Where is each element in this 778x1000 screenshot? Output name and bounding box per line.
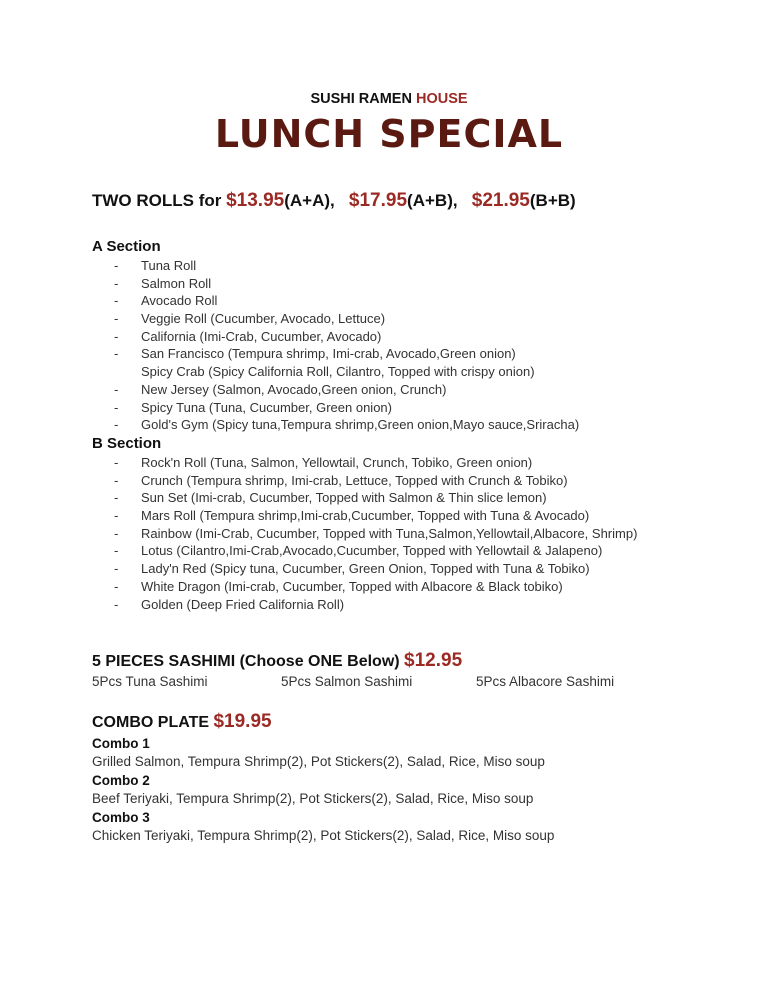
two-rolls-label-bb: (B+B)	[529, 191, 576, 210]
two-rolls-pricing	[92, 190, 576, 212]
list-item-text: Veggie Roll (Cucumber, Avocado, Lettuce)	[141, 311, 386, 327]
list-dash: -	[114, 417, 119, 433]
combo-heading-text: COMBO PLATE	[92, 714, 214, 731]
restaurant-name-accent: HOUSE	[415, 91, 468, 107]
list-dash: -	[114, 578, 119, 594]
list-item-text: Sun Set (Imi-crab, Cucumber, Topped with Salmon & Thin slice lemon)	[141, 490, 547, 506]
list-item-text: Lady'n Red (Spicy tuna, Cucumber, Green Onion, Topped with Tuna & Tobiko)	[141, 561, 590, 577]
list-dash: -	[114, 490, 119, 506]
combo-1-description: Grilled Salmon, Tempura Shrimp(2), Pot Stickers(2), Salad, Rice, Miso soup	[92, 754, 545, 769]
combo-2-name: Combo 2	[92, 773, 150, 788]
two-rolls-label-aa: (A+A),	[284, 191, 335, 210]
sashimi-heading-text: 5 PIECES SASHIMI (Choose ONE Below)	[92, 653, 405, 670]
section-b-heading: B Section	[92, 435, 162, 452]
two-rolls-price-aa: $13.95	[226, 190, 285, 211]
list-dash: -	[114, 455, 119, 470]
list-item-text: New Jersey (Salmon, Avocado,Green onion, Crunch)	[141, 381, 447, 397]
list-item-text: Rock'n Roll (Tuna, Salmon, Yellowtail, Crunch, Tobiko, Green onion)	[141, 455, 533, 470]
list-dash: -	[114, 275, 119, 291]
list-item-text: Lotus (Cilantro,Imi-Crab,Avocado,Cucumber, Topped with Yellowtail & Jalapeno)	[141, 543, 603, 559]
list-item-text: Rainbow (Imi-Crab, Cucumber, Topped with Tuna,Salmon,Yellowtail,Albacore, Shrimp)	[141, 525, 638, 541]
two-rolls-prefix: TWO ROLLS for	[92, 191, 227, 210]
list-item-text: California (Imi-Crab, Cucumber, Avocado)	[141, 328, 382, 344]
sashimi-option-tuna: 5Pcs Tuna Sashimi	[92, 674, 208, 689]
list-dash: -	[114, 381, 119, 397]
combo-2-description: Beef Teriyaki, Tempura Shrimp(2), Pot Stickers(2), Salad, Rice, Miso soup	[92, 791, 534, 806]
page-title: LUNCH SPECIAL	[214, 112, 564, 156]
list-item-text: Spicy Tuna (Tuna, Cucumber, Green onion)	[141, 399, 392, 415]
restaurant-name	[0, 91, 778, 107]
section-a-heading: A Section	[92, 238, 161, 255]
list-dash: -	[114, 328, 119, 344]
list-dash: -	[114, 525, 119, 541]
list-item-text: Mars Roll (Tempura shrimp,Imi-crab,Cucumber, Topped with Tuna & Avocado)	[141, 508, 590, 524]
list-dash: -	[114, 561, 119, 577]
two-rolls-price-bb: $21.95	[471, 190, 530, 211]
combo-heading	[92, 711, 272, 733]
list-item-text: Golden (Deep Fried California Roll)	[141, 596, 345, 612]
list-item-text: Tuna Roll	[141, 258, 197, 273]
list-dash: -	[114, 472, 119, 488]
list-dash: -	[114, 293, 119, 309]
list-dash: -	[114, 399, 119, 415]
list-item-text: Gold's Gym (Spicy tuna,Tempura shrimp,Green onion,Mayo sauce,Sriracha)	[141, 417, 580, 433]
list-item-text: White Dragon (Imi-crab, Cucumber, Topped with Albacore & Black tobiko)	[141, 578, 563, 594]
two-rolls-price-ab: $17.95	[348, 190, 408, 211]
list-item-text: Avocado Roll	[141, 293, 218, 309]
list-dash: -	[114, 258, 119, 273]
list-dash: -	[114, 508, 119, 524]
combo-3-name: Combo 3	[92, 810, 150, 825]
sashimi-option-salmon: 5Pcs Salmon Sashimi	[281, 674, 413, 689]
combo-3-description: Chicken Teriyaki, Tempura Shrimp(2), Pot Stickers(2), Salad, Rice, Miso soup	[92, 828, 555, 843]
sashimi-heading	[92, 650, 462, 672]
list-dash: -	[114, 311, 119, 327]
combo-1-name: Combo 1	[92, 736, 150, 751]
list-item-text: Salmon Roll	[141, 275, 212, 291]
two-rolls-label-ab: (A+B),	[407, 191, 458, 210]
list-dash: -	[114, 596, 119, 612]
list-item-text: Spicy Crab (Spicy California Roll, Cilantro, Topped with crispy onion)	[141, 364, 535, 380]
list-item-text: Crunch (Tempura shrimp, Imi-crab, Lettuce, Topped with Crunch & Tobiko)	[141, 472, 568, 488]
restaurant-name-main: SUSHI RAMEN	[310, 91, 416, 107]
sashimi-option-albacore: 5Pcs Albacore Sashimi	[476, 674, 615, 689]
sashimi-price: $12.95	[404, 650, 463, 671]
list-dash: -	[114, 346, 119, 362]
list-item-text: San Francisco (Tempura shrimp, Imi-crab, Avocado,Green onion)	[141, 346, 516, 362]
combo-price: $19.95	[213, 711, 272, 732]
list-dash: -	[114, 543, 119, 559]
